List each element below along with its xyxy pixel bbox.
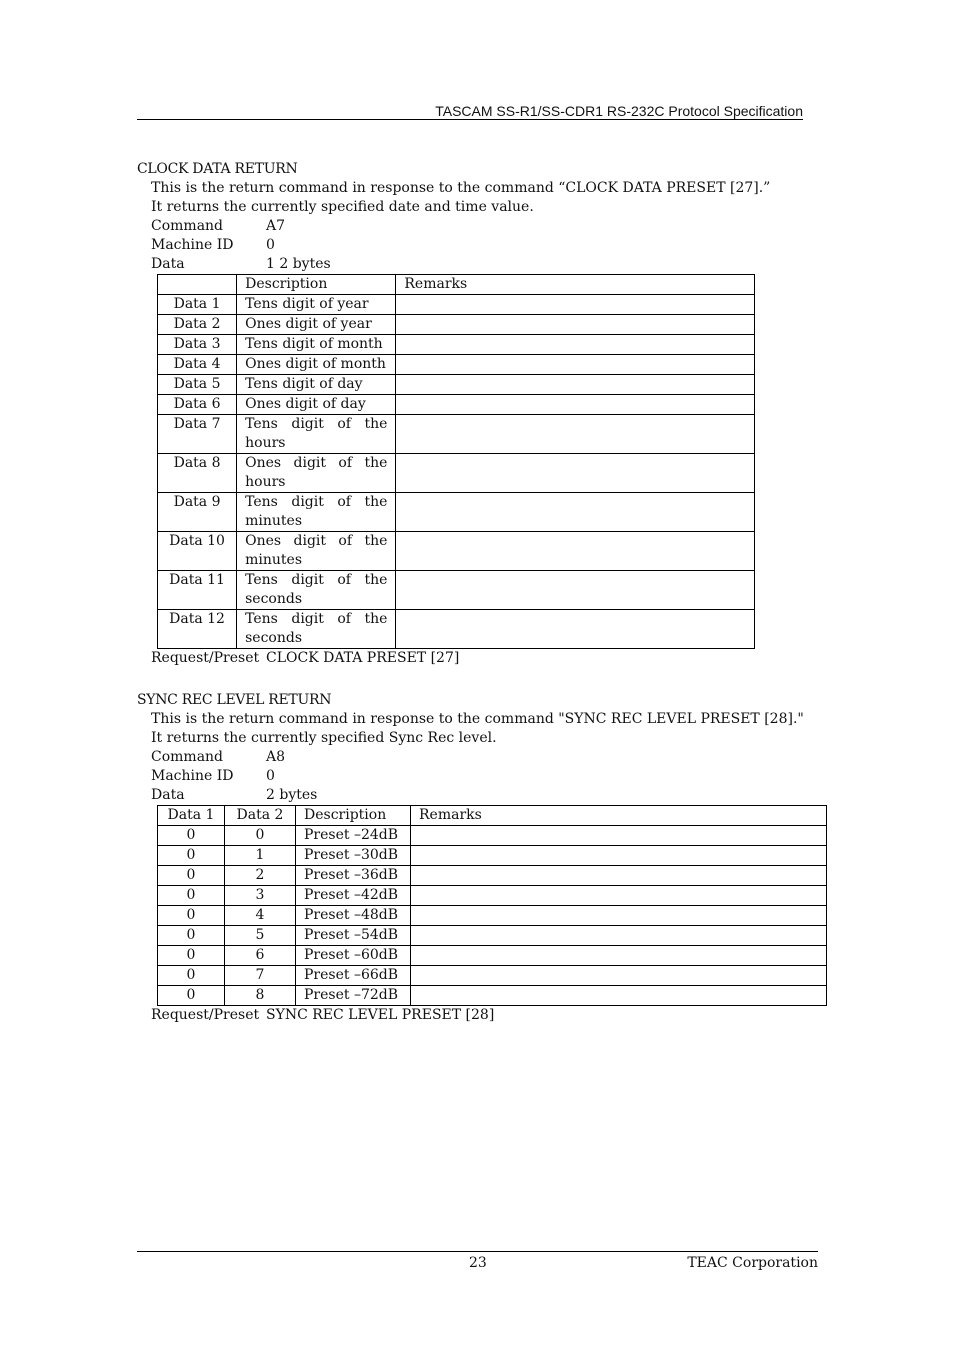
table-row	[158, 375, 755, 395]
table-cell	[396, 493, 755, 532]
command-row	[151, 748, 827, 767]
table-row	[158, 866, 827, 886]
table-row	[158, 846, 827, 866]
machine-id-value: 0	[266, 237, 275, 253]
data-label: Data	[151, 787, 185, 803]
table-cell: 0	[158, 986, 225, 1006]
table-cell	[396, 295, 755, 315]
table-cell: 3	[225, 886, 296, 906]
table-cell: 0	[158, 906, 225, 926]
table-cell: Tens digit of the hours	[237, 415, 396, 454]
table-cell: Preset –42dB	[296, 886, 411, 906]
table-cell: Tens digit of the seconds	[237, 610, 396, 649]
table-cell	[411, 886, 827, 906]
table-cell	[396, 375, 755, 395]
table-cell: Data 5	[158, 375, 237, 395]
table-cell: 6	[225, 946, 296, 966]
table-cell	[411, 986, 827, 1006]
request-preset-value: SYNC REC LEVEL PRESET [28]	[266, 1007, 495, 1023]
command-label: Command	[151, 749, 224, 765]
table-cell	[396, 415, 755, 454]
table-cell	[411, 966, 827, 986]
table-cell: 0	[158, 886, 225, 906]
request-preset-label: Request/Preset	[151, 650, 260, 666]
table-row	[158, 454, 755, 493]
table-cell: 4	[225, 906, 296, 926]
table-header-cell: Data 2	[225, 806, 296, 826]
table-row	[158, 532, 755, 571]
machine-id-value: 0	[266, 768, 275, 784]
header-rule	[137, 119, 803, 120]
table-cell: Tens digit of year	[237, 295, 396, 315]
table-cell: Preset –30dB	[296, 846, 411, 866]
table-row	[158, 986, 827, 1006]
table-cell: Ones digit of month	[237, 355, 396, 375]
request-preset-row	[151, 649, 770, 668]
table-cell	[396, 610, 755, 649]
table-header-cell: Remarks	[396, 275, 755, 295]
table-row	[158, 571, 755, 610]
request-preset-value: CLOCK DATA PRESET [27]	[266, 650, 460, 666]
command-row	[151, 217, 770, 236]
table-cell: Ones digit of the hours	[237, 454, 396, 493]
section-title: CLOCK DATA RETURN	[137, 161, 298, 177]
table-cell: Data 10	[158, 532, 237, 571]
command-label: Command	[151, 218, 224, 234]
clock-data-return-section	[137, 160, 770, 668]
page-header-title: TASCAM SS-R1/SS-CDR1 RS-232C Protocol Specification	[435, 103, 803, 119]
table-row	[158, 886, 827, 906]
machine-id-row	[151, 767, 827, 786]
table-cell	[411, 826, 827, 846]
table-cell: 5	[225, 926, 296, 946]
table-cell: 0	[158, 946, 225, 966]
table-cell: Preset –66dB	[296, 966, 411, 986]
table-header-cell: Description	[237, 275, 396, 295]
table-row	[158, 826, 827, 846]
table-row	[158, 966, 827, 986]
table-cell: Tens digit of month	[237, 335, 396, 355]
table-row	[158, 493, 755, 532]
data-row	[151, 255, 770, 274]
table-cell: Preset –72dB	[296, 986, 411, 1006]
machine-id-row	[151, 236, 770, 255]
clock-data-table	[157, 274, 755, 649]
table-cell	[396, 532, 755, 571]
description-line-1: This is the return command in response to the command “CLOCK DATA PRESET [27].”	[151, 180, 771, 196]
table-cell: Data 8	[158, 454, 237, 493]
command-value: A7	[266, 218, 286, 234]
table-cell	[411, 926, 827, 946]
machine-id-label: Machine ID	[151, 768, 234, 784]
table-cell	[411, 866, 827, 886]
command-value: A8	[266, 749, 286, 765]
table-cell: Data 1	[158, 295, 237, 315]
table-cell: 0	[225, 826, 296, 846]
table-row	[158, 355, 755, 375]
sync-rec-level-return-section	[137, 691, 827, 1025]
table-cell	[396, 395, 755, 415]
footer-company: TEAC Corporation	[687, 1255, 818, 1271]
table-cell	[396, 335, 755, 355]
table-cell: Preset –24dB	[296, 826, 411, 846]
table-cell: Data 12	[158, 610, 237, 649]
table-cell: 7	[225, 966, 296, 986]
table-cell: Tens digit of the minutes	[237, 493, 396, 532]
table-cell: 8	[225, 986, 296, 1006]
page-number: 23	[469, 1255, 487, 1271]
request-preset-row	[151, 1006, 827, 1025]
table-cell: Preset –48dB	[296, 906, 411, 926]
data-row	[151, 786, 827, 805]
table-header-row	[158, 806, 827, 826]
table-row	[158, 906, 827, 926]
machine-id-label: Machine ID	[151, 237, 234, 253]
table-cell: 0	[158, 826, 225, 846]
table-row	[158, 415, 755, 454]
table-cell: Ones digit of day	[237, 395, 396, 415]
table-row	[158, 395, 755, 415]
table-cell	[411, 946, 827, 966]
table-header-cell: Description	[296, 806, 411, 826]
description-line-1: This is the return command in response to the command "SYNC REC LEVEL PRESET [28]."	[151, 711, 804, 727]
table-cell	[396, 315, 755, 335]
table-header-cell	[158, 275, 237, 295]
table-cell: Ones digit of the minutes	[237, 532, 396, 571]
table-row	[158, 946, 827, 966]
table-cell	[396, 355, 755, 375]
table-row	[158, 926, 827, 946]
table-cell: Preset –60dB	[296, 946, 411, 966]
data-value: 2 bytes	[266, 787, 318, 803]
sync-rec-level-table	[157, 805, 827, 1006]
table-cell: 0	[158, 866, 225, 886]
table-cell: 0	[158, 846, 225, 866]
table-cell: Data 3	[158, 335, 237, 355]
table-cell: 0	[158, 926, 225, 946]
table-cell: Ones digit of year	[237, 315, 396, 335]
table-row	[158, 335, 755, 355]
table-cell	[396, 454, 755, 493]
table-cell: Preset –54dB	[296, 926, 411, 946]
table-cell: Data 6	[158, 395, 237, 415]
request-preset-label: Request/Preset	[151, 1007, 260, 1023]
table-cell: Data 7	[158, 415, 237, 454]
description-line-2: It returns the currently specified date and time value.	[151, 199, 534, 215]
table-header-cell: Data 1	[158, 806, 225, 826]
table-cell	[411, 846, 827, 866]
table-cell: Preset –36dB	[296, 866, 411, 886]
data-label: Data	[151, 256, 185, 272]
table-row	[158, 295, 755, 315]
table-cell	[411, 906, 827, 926]
table-header-cell: Remarks	[411, 806, 827, 826]
table-cell: Data 11	[158, 571, 237, 610]
table-cell	[396, 571, 755, 610]
table-cell: 2	[225, 866, 296, 886]
table-cell: Data 9	[158, 493, 237, 532]
table-cell: Tens digit of day	[237, 375, 396, 395]
footer-rule	[137, 1251, 818, 1252]
description-line-2: It returns the currently specified Sync Rec level.	[151, 730, 497, 746]
data-value: 1 2 bytes	[266, 256, 331, 272]
table-row	[158, 610, 755, 649]
table-cell: 0	[158, 966, 225, 986]
table-cell: Tens digit of the seconds	[237, 571, 396, 610]
table-row	[158, 315, 755, 335]
table-cell: 1	[225, 846, 296, 866]
table-cell: Data 4	[158, 355, 237, 375]
table-header-row	[158, 275, 755, 295]
section-title: SYNC REC LEVEL RETURN	[137, 692, 332, 708]
table-cell: Data 2	[158, 315, 237, 335]
